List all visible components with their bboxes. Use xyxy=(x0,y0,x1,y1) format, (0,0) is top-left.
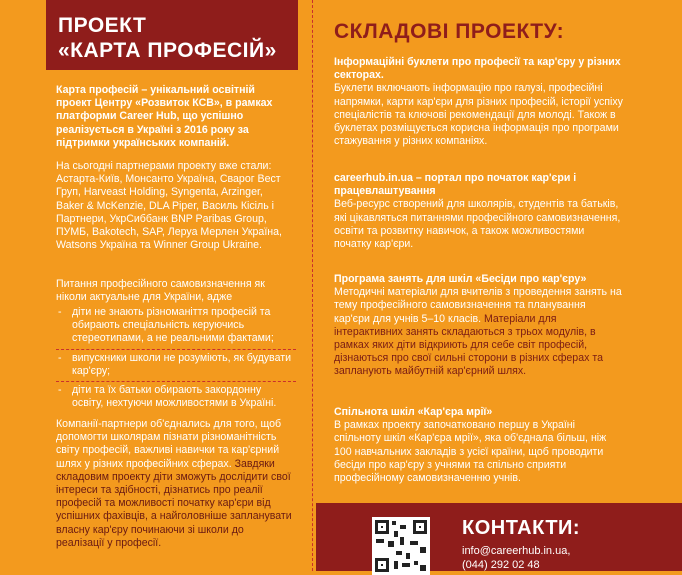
list-item xyxy=(56,352,292,382)
project-title-box xyxy=(46,0,298,70)
section-body xyxy=(334,286,624,378)
project-title-line1: ПРОЕКТ xyxy=(58,14,147,37)
section-body-part-2: Матеріали для інтерактивних занять складаються з трьох модулів, в рамках яких діти відкриють для себе світ професій, дізнаються про свої сильні сторони в різних сферах та запланують майбутній кар'єрний шлях. xyxy=(334,312,603,378)
section-dream-career xyxy=(334,406,624,485)
qr-module xyxy=(406,553,410,559)
list-divider xyxy=(56,381,296,382)
components-title: СКЛАДОВІ ПРОЕКТУ: xyxy=(334,20,565,43)
list-item-text: випускники школи не розуміють, як будувати кар'єру; xyxy=(72,351,291,377)
list-item xyxy=(56,384,292,410)
partners-paragraph: На сьогодні партнерами проекту вже стали: Астарта-Київ, Монсанто Україна, Сварог Вест Груп, Harveast Holding, Syngenta, Arzinger, Baker & McKenzie, DLA Piper, Василь Кісіль і Партнери, УкрСиббанк BNP Paribas Group, ПУМБ, Bakotech, SAP, Леруа Мерлен Україна, Watsons Україна та Winner Group Ukraine. xyxy=(56,160,282,252)
self-determination-question: Питання професійного самовизначення як ніколи актуальне для України, адже xyxy=(56,278,265,304)
qr-module xyxy=(400,525,406,529)
closing-paragraph xyxy=(56,418,292,550)
list-item-text: діти не знають різноманіття професій та обирають спеціальність керуючись стереотипами, а не реальними фактами; xyxy=(72,306,274,345)
qr-module xyxy=(410,541,418,545)
qr-finder xyxy=(375,558,389,572)
contact-phone[interactable]: (044) 292 02 48 xyxy=(462,559,540,571)
section-career-talks xyxy=(334,273,624,379)
contact-email[interactable]: info@careerhub.in.ua, xyxy=(462,545,571,557)
qr-module xyxy=(402,563,410,567)
section-heading: Програма занять для шкіл «Бесіди про кар'єру» xyxy=(334,273,587,285)
contacts-block xyxy=(316,503,682,571)
section-body: Буклети включають інформацію про галузі, професійні напрямки, карти кар'єри для різних професій, історії успіху спеціалістів та ключові рекомендації для молоді. Також в буклетах розміщується корисна інформація про програми стажування у різних компаніях. xyxy=(334,82,623,148)
section-body-part-1: Методичні матеріали для вчителів з проведення занять на тему професійного самовизначення та планування кар'єри для учнів 5–10 класів. xyxy=(334,286,622,325)
left-column xyxy=(0,0,312,571)
qr-module xyxy=(376,539,384,543)
column-divider xyxy=(312,0,313,571)
qr-module xyxy=(414,561,418,565)
problem-list xyxy=(56,306,292,412)
section-portal xyxy=(334,172,624,251)
qr-module xyxy=(400,537,404,545)
closing-part-2: Завдяки складовим проекту діти зможуть дослідити свої інтереси та здібності, дізнатись про реалії професій та можливості початку кар'єри від успішних фахівців, а найголовніше запланувати власну кар'єру починаючи зі школи до реалізації у професії. xyxy=(56,457,292,549)
list-divider xyxy=(56,349,296,350)
project-intro: Карта професій – унікальний освітній проект Центру «Розвиток КСВ», в рамках платформи Career Hub, що успішно реалізується в Україні з 2016 року за підтримки українських компаній. xyxy=(56,84,273,149)
qr-finder xyxy=(413,520,427,534)
contacts-title: КОНТАКТИ: xyxy=(462,517,581,539)
qr-module xyxy=(394,561,398,569)
qr-module xyxy=(420,547,426,553)
closing-part-1: Компанії-партнери об'єднались для того, щоб допомогти школярам пізнати різноманітність світу професій, важливі навички та кар'єрний шлях у різних професійних сферах. xyxy=(56,418,282,470)
section-body: В рамках проекту започатковано першу в Україні спільноту шкіл «Кар'єра мрії», яка об'єднала більш, ніж 100 навчальних закладів з усієї країни, щоб проводити бесіди про кар'єру з учнями та спільно сприяти професійному самовизначенню учнів. xyxy=(334,419,607,485)
qr-code-icon xyxy=(372,517,430,575)
section-heading: Спільнота шкіл «Кар'єра мрії» xyxy=(334,406,493,418)
qr-module xyxy=(394,531,398,537)
section-body: Веб-ресурс створений для школярів, студентів та батьків, які цікавляться питаннями професійного самовизначення, освіти та розвитку навичок, а також можливостями початку кар'єри. xyxy=(334,198,621,251)
project-title-line2: «КАРТА ПРОФЕСІЙ» xyxy=(58,39,277,62)
qr-finder xyxy=(375,520,389,534)
qr-module xyxy=(396,551,402,555)
section-booklets xyxy=(334,56,624,148)
qr-module xyxy=(392,521,396,525)
section-heading: Інформаційні буклети про професії та кар'єру у різних секторах. xyxy=(334,56,621,82)
list-item xyxy=(56,306,292,350)
list-item-text: діти та їх батьки обирають закордонну освіту, нехтуючи можливостями в Україні. xyxy=(72,384,277,410)
section-heading: careerhub.in.ua – портал про початок кар'єри і працевлаштування xyxy=(334,172,577,198)
qr-module xyxy=(388,541,394,547)
qr-module xyxy=(420,565,426,571)
